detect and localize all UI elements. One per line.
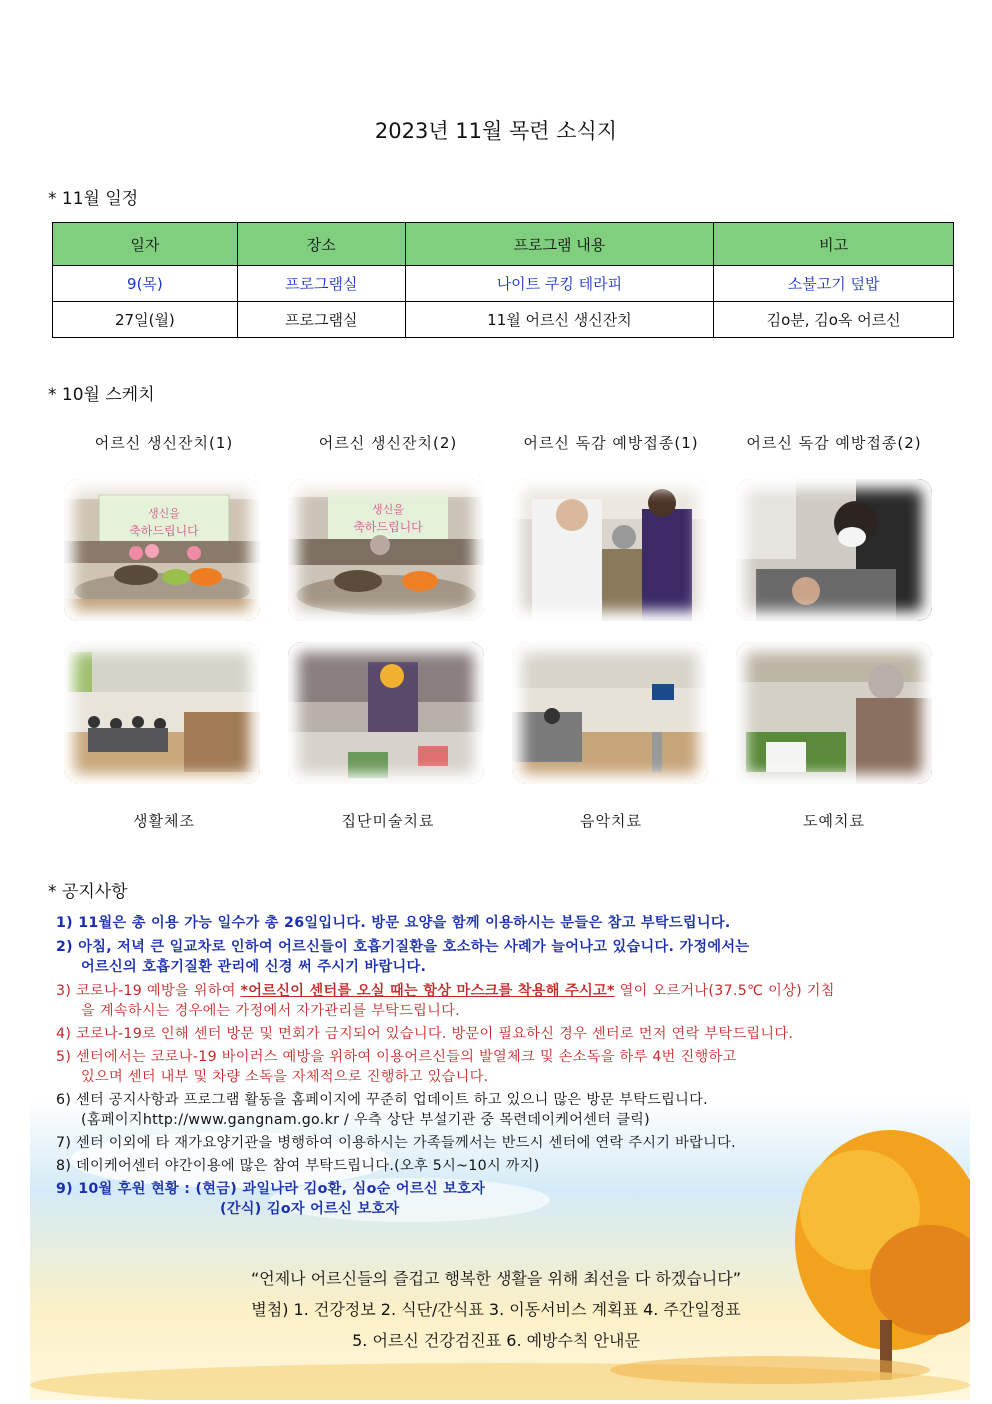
sketch-heading: * 10월 스케치 [48, 385, 155, 405]
page-title: 2023년 11월 목련 소식지 [374, 119, 618, 143]
photo-caption: 어르신 독감 예방접종(1) [523, 434, 699, 452]
photo-caption: 음악치료 [580, 812, 642, 830]
notice-2-line-2: 어르신의 호흡기질환 관리에 신경 써 주시기 바랍니다. [81, 959, 427, 975]
header-program: 프로그램 내용 [405, 223, 714, 266]
group-art-therapy-photo [288, 642, 484, 784]
birthday-party-photo-1 [64, 479, 260, 621]
pottery-therapy-photo [736, 642, 932, 784]
banner-line-2: 축하드립니다 [129, 524, 199, 538]
photo-caption: 도예치료 [803, 812, 865, 830]
notice-9-line-1: 9) 10월 후원 현황 : (현금) 과일나라 김o환, 심o순 어르신 보호자 [56, 1181, 486, 1197]
flu-vaccination-photo-2 [736, 479, 932, 621]
cell-place: 프로그램실 [237, 266, 405, 302]
table-header-row [53, 223, 954, 266]
schedule-table [52, 222, 954, 338]
notice-3-line-2: 을 계속하시는 경우에는 가정에서 자가관리를 부탁드립니다. [81, 1003, 460, 1019]
cell-note: 김o분, 김o옥 어르신 [714, 302, 954, 338]
header-date: 일자 [53, 223, 238, 266]
schedule-heading: * 11월 일정 [48, 189, 139, 209]
notice-3-line-1 [56, 981, 956, 1001]
cell-date: 27일(월) [53, 302, 238, 338]
birthday-party-photo-2 [288, 479, 484, 621]
notice-6-line-2: (홈페이지http://www.gangnam.go.kr / 우측 상단 부설기관 중 목련데이케어센터 클릭) [81, 1112, 650, 1128]
photo-caption: 생활체조 [133, 812, 195, 830]
notice-3-prefix: 3) 코로나-19 예방을 위하여 [56, 983, 241, 999]
photo-caption: 어르신 생신잔치(2) [318, 434, 458, 452]
notice-9-line-2: (간식) 김o자 어르신 보호자 [220, 1201, 400, 1217]
attachments-line-2: 5. 어르신 건강검진표 6. 예방수칙 안내문 [352, 1331, 640, 1350]
cell-place: 프로그램실 [237, 302, 405, 338]
banner-line-1: 생신을 [148, 507, 180, 520]
banner-line-2: 축하드립니다 [353, 520, 423, 534]
header-note: 비고 [714, 223, 954, 266]
exercise-photo [64, 642, 260, 784]
photo-caption: 집단미술치료 [341, 812, 435, 830]
notice-1: 1) 11월은 총 이용 가능 일수가 총 26일입니다. 방문 요양을 함께 이용하시는 분들은 참고 부탁드립니다. [56, 915, 731, 931]
photo-caption: 어르신 독감 예방접종(2) [746, 434, 922, 452]
cell-program: 나이트 쿠킹 테라피 [405, 266, 714, 302]
notice-2-line-1: 2) 아침, 저녁 큰 일교차로 인하여 어르신들이 호흡기질환을 호소하는 사례가 늘어나고 있습니다. 가정에서는 [56, 939, 750, 955]
header-place: 장소 [237, 223, 405, 266]
notice-4: 4) 코로나-19로 인해 센터 방문 및 면회가 금지되어 있습니다. 방문이 필요하신 경우 센터로 먼저 연락 부탁드립니다. [56, 1026, 794, 1042]
table-row [53, 302, 954, 338]
cell-date: 9(목) [53, 266, 238, 302]
flu-vaccination-photo-1 [512, 479, 708, 621]
cell-note: 소불고기 덮밥 [714, 266, 954, 302]
notice-heading: * 공지사항 [48, 882, 128, 902]
music-therapy-photo [512, 642, 708, 784]
banner-line-1: 생신을 [372, 503, 404, 516]
notice-6-line-1: 6) 센터 공지사항과 프로그램 활동을 홈페이지에 꾸준히 업데이트 하고 있으니 많은 방문 부탁드립니다. [56, 1092, 708, 1108]
notice-list [56, 913, 956, 1219]
closing-message: “언제나 어르신들의 즐겁고 행복한 생활을 위해 최선을 다 하겠습니다” [250, 1269, 742, 1288]
attachments-line-1: 별첨) 1. 건강정보 2. 식단/간식표 3. 이동서비스 계획표 4. 주간일정표 [251, 1300, 741, 1319]
notice-5-line-2: 있으며 센터 내부 및 차량 소독을 자체적으로 진행하고 있습니다. [81, 1069, 489, 1085]
notice-3-suffix: 열이 오르거나(37.5℃ 이상) 기침 [614, 983, 835, 999]
notice-3-emphasis: *어르신이 센터를 오실 때는 항상 마스크를 착용해 주시고* [240, 983, 615, 999]
photo-caption: 어르신 생신잔치(1) [94, 434, 234, 452]
notice-5-line-1: 5) 센터에서는 코로나-19 바이러스 예방을 위하여 이용어르신들의 발열체크 및 손소독을 하루 4번 진행하고 [56, 1049, 737, 1065]
notice-8: 8) 데이케어센터 야간이용에 많은 참여 부탁드립니다.(오후 5시~10시 까지) [56, 1158, 540, 1174]
table-row [53, 266, 954, 302]
notice-7: 7) 센터 이외에 타 재가요양기관을 병행하여 이용하시는 가족들께서는 반드시 센터에 연락 주시기 바랍니다. [56, 1135, 736, 1151]
cell-program: 11월 어르신 생신잔치 [405, 302, 714, 338]
